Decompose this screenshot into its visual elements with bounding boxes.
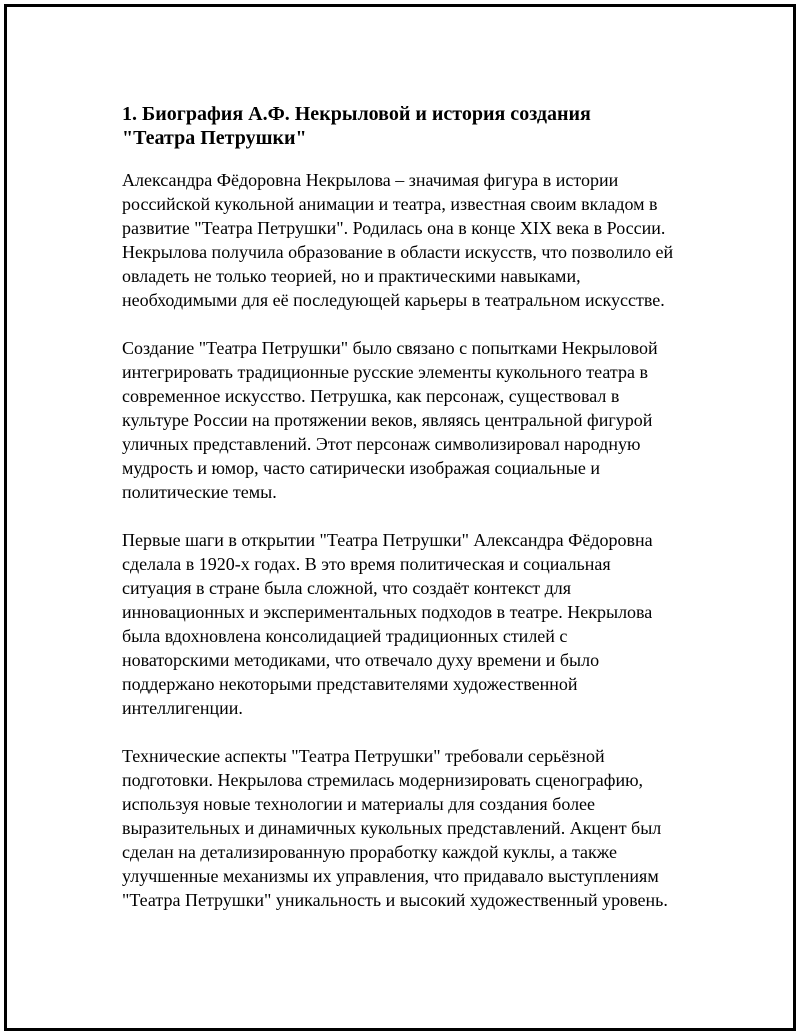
paragraph-line: "Театра Петрушки" уникальность и высокий художественный уровень. [122, 890, 668, 910]
paragraph-line: улучшенные механизмы их управления, что придавало выступлениям [122, 866, 659, 886]
paragraph-line: подготовки. Некрылова стремилась модернизировать сценографию, [122, 770, 644, 790]
paragraph-line: используя новые технологии и материалы для создания более [122, 794, 596, 814]
paragraph-line: инновационных и экспериментальных подходов в театре. Некрылова [122, 602, 653, 622]
paragraph-line: современное искусство. Петрушка, как персонаж, существовал в [122, 386, 620, 406]
paragraph-line: Создание "Театра Петрушки" было связано с попытками Некрыловой [122, 338, 658, 358]
section-title-line-1: 1. Биография А.Ф. Некрыловой и история создания [122, 103, 591, 125]
paragraph-line: сделан на детализированную проработку каждой куклы, а также [122, 842, 617, 862]
paragraph-2 [122, 336, 707, 504]
paragraph-line: мудрость и юмор, часто сатирически изображая социальные и [122, 458, 600, 478]
paragraph-line: уличных представлений. Этот персонаж символизировал народную [122, 434, 641, 454]
paragraph-line: необходимыми для её последующей карьеры в театральном искусстве. [122, 290, 665, 310]
paragraph-line: Александра Фёдоровна Некрылова – значимая фигура в истории [122, 170, 619, 190]
document-body [122, 102, 707, 936]
section-title-line-2: "Театра Петрушки" [122, 127, 307, 149]
paragraph-line: поддержано некоторыми представителями художественной [122, 674, 578, 694]
paragraph-line: Некрылова получила образование в области искусств, что позволило ей [122, 242, 674, 262]
paragraph-line: сделала в 1920-х годах. В это время политическая и социальная [122, 554, 611, 574]
paragraph-line: была вдохновлена консолидацией традиционных стилей с [122, 626, 568, 646]
paragraph-line: овладеть не только теорией, но и практическими навыками, [122, 266, 581, 286]
paragraph-line: политические темы. [122, 482, 277, 502]
paragraph-4 [122, 744, 707, 912]
section-title [122, 102, 707, 150]
paragraph-line: интегрировать традиционные русские элементы кукольного театра в [122, 362, 648, 382]
paragraph-line: ситуация в стране была сложной, что создаёт контекст для [122, 578, 572, 598]
paragraph-line: Технические аспекты "Театра Петрушки" требовали серьёзной [122, 746, 605, 766]
paragraph-line: Первые шаги в открытии "Театра Петрушки" Александра Фёдоровна [122, 530, 653, 550]
paragraph-line: интеллигенции. [122, 698, 243, 718]
paragraph-line: новаторскими методиками, что отвечало духу времени и было [122, 650, 600, 670]
paragraph-line: выразительных и динамичных кукольных представлений. Акцент был [122, 818, 662, 838]
paragraph-1 [122, 168, 707, 312]
paragraph-line: развитие "Театра Петрушки". Родилась она в конце XIX века в России. [122, 218, 666, 238]
paragraph-line: российской кукольной анимации и театра, известная своим вкладом в [122, 194, 658, 214]
paragraph-3 [122, 528, 707, 720]
paragraph-line: культуре России на протяжении веков, являясь центральной фигурой [122, 410, 653, 430]
page-border [4, 4, 796, 1031]
